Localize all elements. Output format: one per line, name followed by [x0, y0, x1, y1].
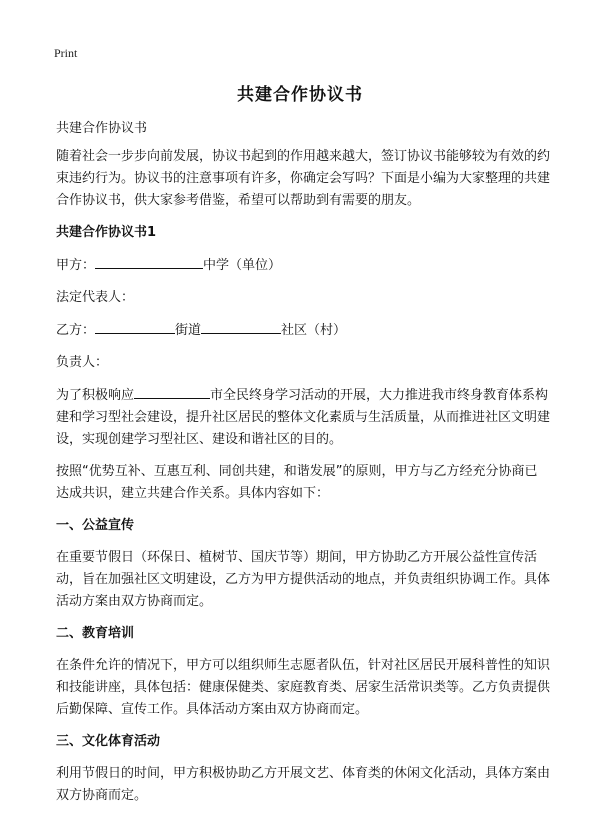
principle-paragraph: 按照“优势互补、互惠互利、同创共建，和谐发展”的原则，甲方与乙方经充分协商已达成共识，建立共建合作关系。具体内容如下：: [56, 464, 538, 501]
party-a-line: [56, 254, 550, 277]
party-a-suffix: 中学（单位）: [203, 258, 282, 273]
print-link[interactable]: Print: [54, 46, 78, 60]
page-title: 共建合作协议书: [237, 85, 363, 105]
culture-sports-paragraph: 利用节假日的时间，甲方积极协助乙方开展文艺、体育类的休闲文化活动，具体方案由双方协商而定。: [56, 766, 551, 803]
agreement-heading: 共建合作协议书1: [56, 225, 157, 240]
education-training-paragraph: 在条件允许的情况下，甲方可以组织师生志愿者队伍，针对社区居民开展科普性的知识和技能讲座，具体包括：健康保健类、家庭教育类、居家生活常识类等。乙方负责提供后勤保障、宣传工作。具体活动方案由双方协商而定。: [56, 658, 551, 717]
heading-education-training: 二、教育培训: [56, 626, 135, 641]
purpose-paragraph: [56, 384, 550, 451]
party-b-line: [56, 319, 550, 342]
heading-public-promotion: 一、公益宣传: [56, 518, 135, 533]
party-b-label: 乙方：: [56, 323, 96, 338]
legal-rep-line: 法定代表人：: [56, 290, 135, 305]
party-a-label: 甲方：: [56, 258, 96, 273]
street-blank: [95, 319, 175, 334]
city-blank: [134, 384, 210, 399]
purpose-text: 市全民终身学习活动的开展，大力推进我市终身教育体系构建和学习型社会建设，提升社区居民的整体文化素质与生活质量，从而推进社区文明建设，实现创建学习型社区、建设和谐社区的目的。: [56, 388, 551, 447]
party-b-suffix: 社区（村）: [281, 323, 347, 338]
heading-culture-sports: 三、文化体育活动: [56, 734, 161, 749]
document-body: [56, 118, 550, 817]
responsible-line: 负责人：: [56, 355, 109, 370]
community-blank: [201, 319, 281, 334]
purpose-prefix: 为了积极响应: [56, 388, 135, 403]
document-subtitle: 共建合作协议书: [56, 121, 148, 136]
party-a-blank: [95, 254, 203, 269]
party-b-street: 街道: [175, 323, 202, 338]
public-promotion-paragraph: 在重要节假日（环保日、植树节、国庆节等）期间，甲方协助乙方开展公益性宣传活动，旨在加强社区文明建设，乙方为甲方提供活动的地点，并负责组织协调工作。具体活动方案由双方协商而定。: [56, 550, 551, 609]
intro-paragraph: 随着社会一步步向前发展，协议书起到的作用越来越大，签订协议书能够较为有效的约束违约行为。协议书的注意事项有许多，你确定会写吗？下面是小编为大家整理的共建合作协议书，供大家参考借鉴，希望可以帮助到有需要的朋友。: [56, 149, 551, 208]
